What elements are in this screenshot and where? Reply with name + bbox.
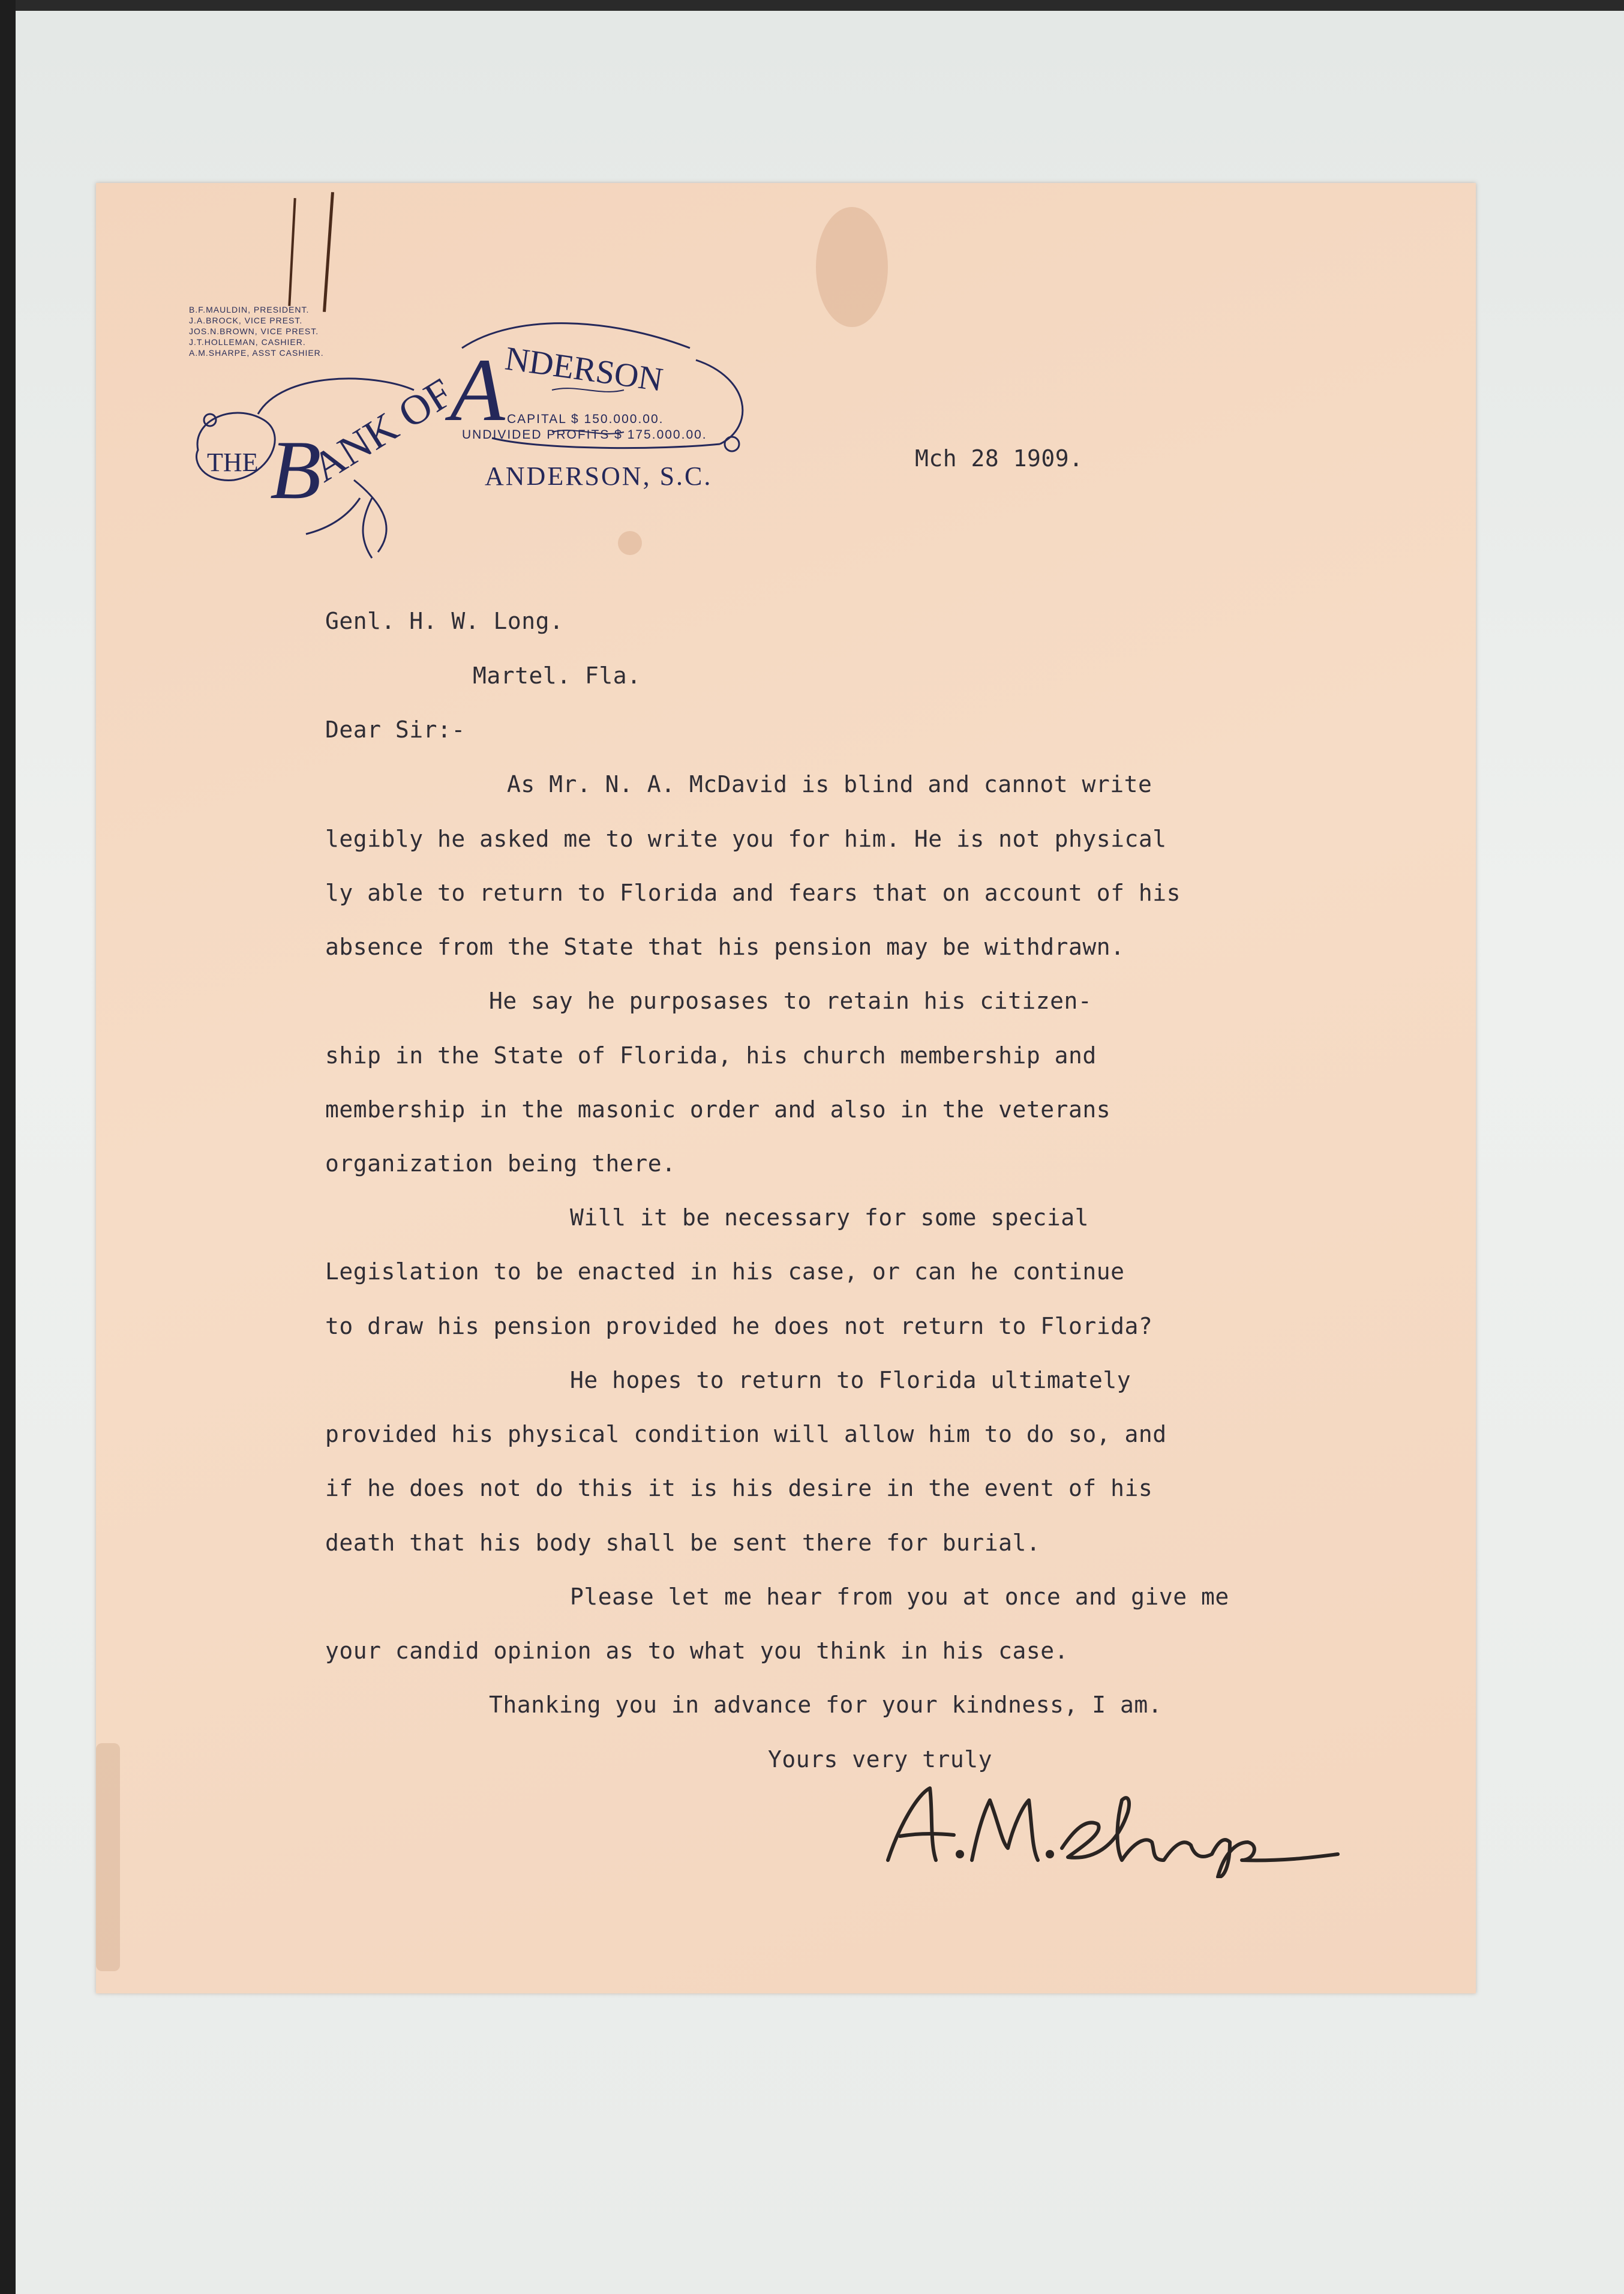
recipient-name: Genl. H. W. Long. bbox=[325, 608, 564, 634]
body-line: to draw his pension provided he does not return to Florida? bbox=[325, 1313, 1153, 1339]
body-line: Will it be necessary for some special bbox=[570, 1204, 1089, 1231]
logo-word-ank-of: ANK OF bbox=[304, 370, 461, 491]
body-line: absence from the State that his pension may be withdrawn. bbox=[325, 934, 1125, 960]
body-line: He say he purposases to retain his citizen- bbox=[489, 988, 1092, 1014]
officer-line: B.F.MAULDIN, PRESIDENT. bbox=[189, 305, 310, 314]
officer-line: JOS.N.BROWN, VICE PREST. bbox=[189, 326, 319, 336]
officer-line: A.M.SHARPE, ASST CASHIER. bbox=[189, 348, 324, 358]
letter-date: Mch 28 1909. bbox=[915, 445, 1083, 472]
body-line: death that his body shall be sent there for burial. bbox=[325, 1530, 1041, 1556]
body-line: ship in the State of Florida, his church membership and bbox=[325, 1042, 1097, 1069]
scanner-frame-left bbox=[0, 0, 16, 2294]
body-line: As Mr. N. A. McDavid is blind and cannot write bbox=[507, 771, 1152, 797]
paper-crease bbox=[96, 1743, 120, 1971]
recipient-place: Martel. Fla. bbox=[473, 662, 641, 689]
officer-line: J.T.HOLLEMAN, CASHIER. bbox=[189, 337, 306, 347]
body-line: if he does not do this it is his desire in the event of his bbox=[325, 1475, 1153, 1501]
logo-letter-b: B bbox=[270, 424, 322, 517]
paper-stain bbox=[816, 207, 888, 327]
officer-line: J.A.BROCK, VICE PREST. bbox=[189, 316, 303, 325]
body-line: your candid opinion as to what you think in his case. bbox=[325, 1638, 1069, 1664]
body-line: Thanking you in advance for your kindness, I am. bbox=[489, 1692, 1163, 1718]
handwritten-signature bbox=[864, 1776, 1344, 1878]
body-line: He hopes to return to Florida ultimately bbox=[570, 1367, 1131, 1393]
body-line: provided his physical condition will allow him to do so, and bbox=[325, 1421, 1167, 1447]
logo-word-the: THE bbox=[207, 448, 259, 477]
logo-letter-a: A bbox=[450, 340, 505, 440]
undivided-profits: UNDIVIDED PROFITS $ 175.000.00. bbox=[462, 428, 707, 442]
closing: Yours very truly bbox=[768, 1746, 993, 1773]
body-line: Please let me hear from you at once and give me bbox=[570, 1584, 1229, 1610]
body-line: legibly he asked me to write you for him. He is not physical bbox=[325, 826, 1167, 852]
scanner-frame-top bbox=[0, 0, 1624, 11]
salutation: Dear Sir:- bbox=[325, 716, 466, 743]
body-line: ly able to return to Florida and fears that on account of his bbox=[325, 880, 1181, 906]
body-line: Legislation to be enacted in his case, or can he continue bbox=[325, 1258, 1125, 1285]
logo-word-nderson: NDERSON bbox=[503, 340, 665, 399]
body-line: organization being there. bbox=[325, 1150, 676, 1177]
bank-city: ANDERSON, S.C. bbox=[485, 461, 713, 491]
body-line: membership in the masonic order and also in the veterans bbox=[325, 1096, 1111, 1123]
capital-amount: CAPITAL $ 150.000.00. bbox=[507, 412, 664, 426]
